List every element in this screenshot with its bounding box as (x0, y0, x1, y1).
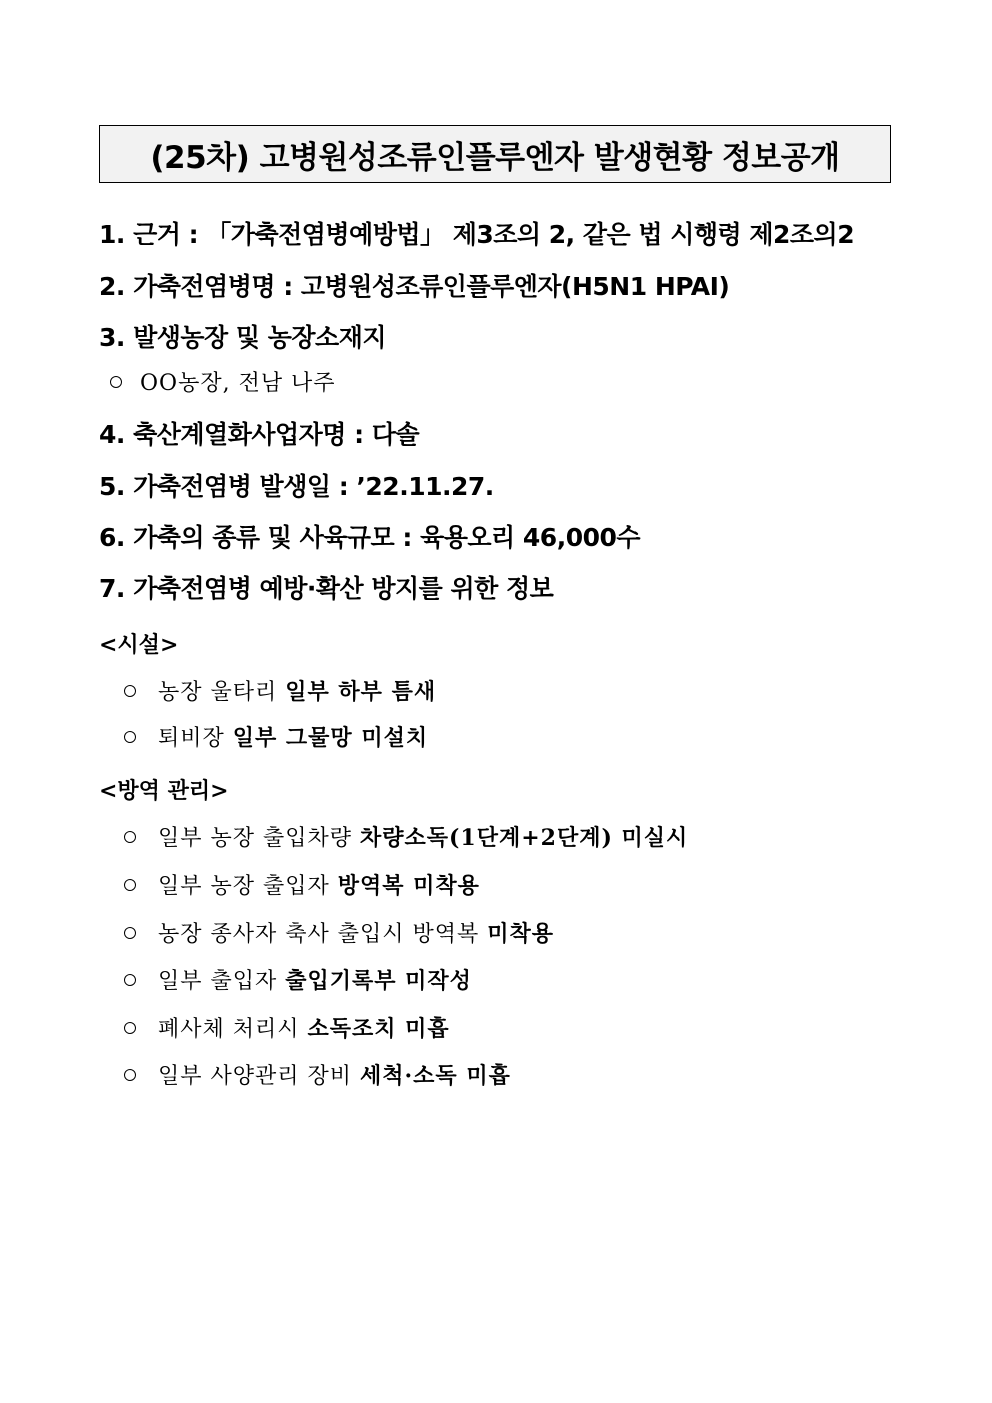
quarantine-item (124, 827, 688, 850)
heading-disease-name: 2. 가축전염병명 : 고병원성조류인플루엔자(H5N1 HPAI) (99, 272, 730, 301)
circle-bullet-icon (124, 831, 136, 843)
quarantine-item-bold: 방역복 미착용 (337, 873, 480, 899)
quarantine-item-normal: 폐사체 처리시 (158, 1017, 308, 1042)
heading-outbreak-date: 5. 가축전염병 발생일 : ’22.11.27. (99, 472, 494, 501)
facility-item-normal: 농장 울타리 (158, 680, 286, 705)
quarantine-item-bold: 세척·소독 미흡 (360, 1063, 511, 1089)
quarantine-item (124, 875, 480, 898)
quarantine-label: <방역 관리> (99, 778, 229, 804)
facility-item-normal: 퇴비장 (158, 726, 233, 751)
circle-bullet-icon (110, 376, 122, 388)
circle-bullet-icon (124, 974, 136, 986)
quarantine-item-normal: 일부 출입자 (158, 969, 286, 994)
quarantine-item (124, 1065, 511, 1088)
quarantine-item-normal: 일부 사양관리 장비 (158, 1064, 360, 1089)
facility-item (124, 727, 428, 750)
quarantine-item-normal: 일부 농장 출입자 (158, 874, 338, 899)
circle-bullet-icon (124, 1069, 136, 1081)
quarantine-item-normal: 일부 농장 출입차량 (158, 826, 360, 851)
circle-bullet-icon (124, 879, 136, 891)
facility-item-bold: 일부 그물망 미설치 (232, 725, 429, 751)
facility-label: <시설> (99, 632, 179, 658)
quarantine-item (124, 1018, 450, 1041)
quarantine-item (124, 970, 472, 993)
heading-farm-location: 3. 발생농장 및 농장소재지 (99, 323, 387, 352)
circle-bullet-icon (124, 685, 136, 697)
circle-bullet-icon (124, 927, 136, 939)
quarantine-item-bold: 미착용 (487, 921, 555, 947)
document-title: (25차) 고병원성조류인플루엔자 발생현황 정보공개 (150, 139, 840, 176)
quarantine-item (124, 923, 554, 946)
heading-basis: 1. 근거 : 「가축전염병예방법」 제3조의 2, 같은 법 시행령 제2조의2 (99, 220, 855, 249)
heading-livestock-type: 6. 가축의 종류 및 사육규모 : 육용오리 46,000수 (99, 523, 641, 552)
quarantine-item-bold: 소독조치 미흡 (307, 1016, 450, 1042)
farm-location-text: OO농장, 전남 나주 (140, 371, 336, 396)
quarantine-item-bold: 차량소독(1단계+2단계) 미실시 (360, 825, 689, 851)
farm-location-item (110, 373, 336, 395)
circle-bullet-icon (124, 731, 136, 743)
quarantine-item-bold: 출입기록부 미작성 (285, 968, 472, 994)
facility-item (124, 681, 436, 704)
title-box (99, 125, 891, 183)
heading-integrator: 4. 축산계열화사업자명 : 다솔 (99, 420, 420, 449)
facility-item-bold: 일부 하부 틈새 (285, 679, 437, 705)
heading-prevention-info: 7. 가축전염병 예방·확산 방지를 위한 정보 (99, 574, 554, 603)
quarantine-item-normal: 농장 종사자 축사 출입시 방역복 (158, 922, 488, 947)
circle-bullet-icon (124, 1022, 136, 1034)
